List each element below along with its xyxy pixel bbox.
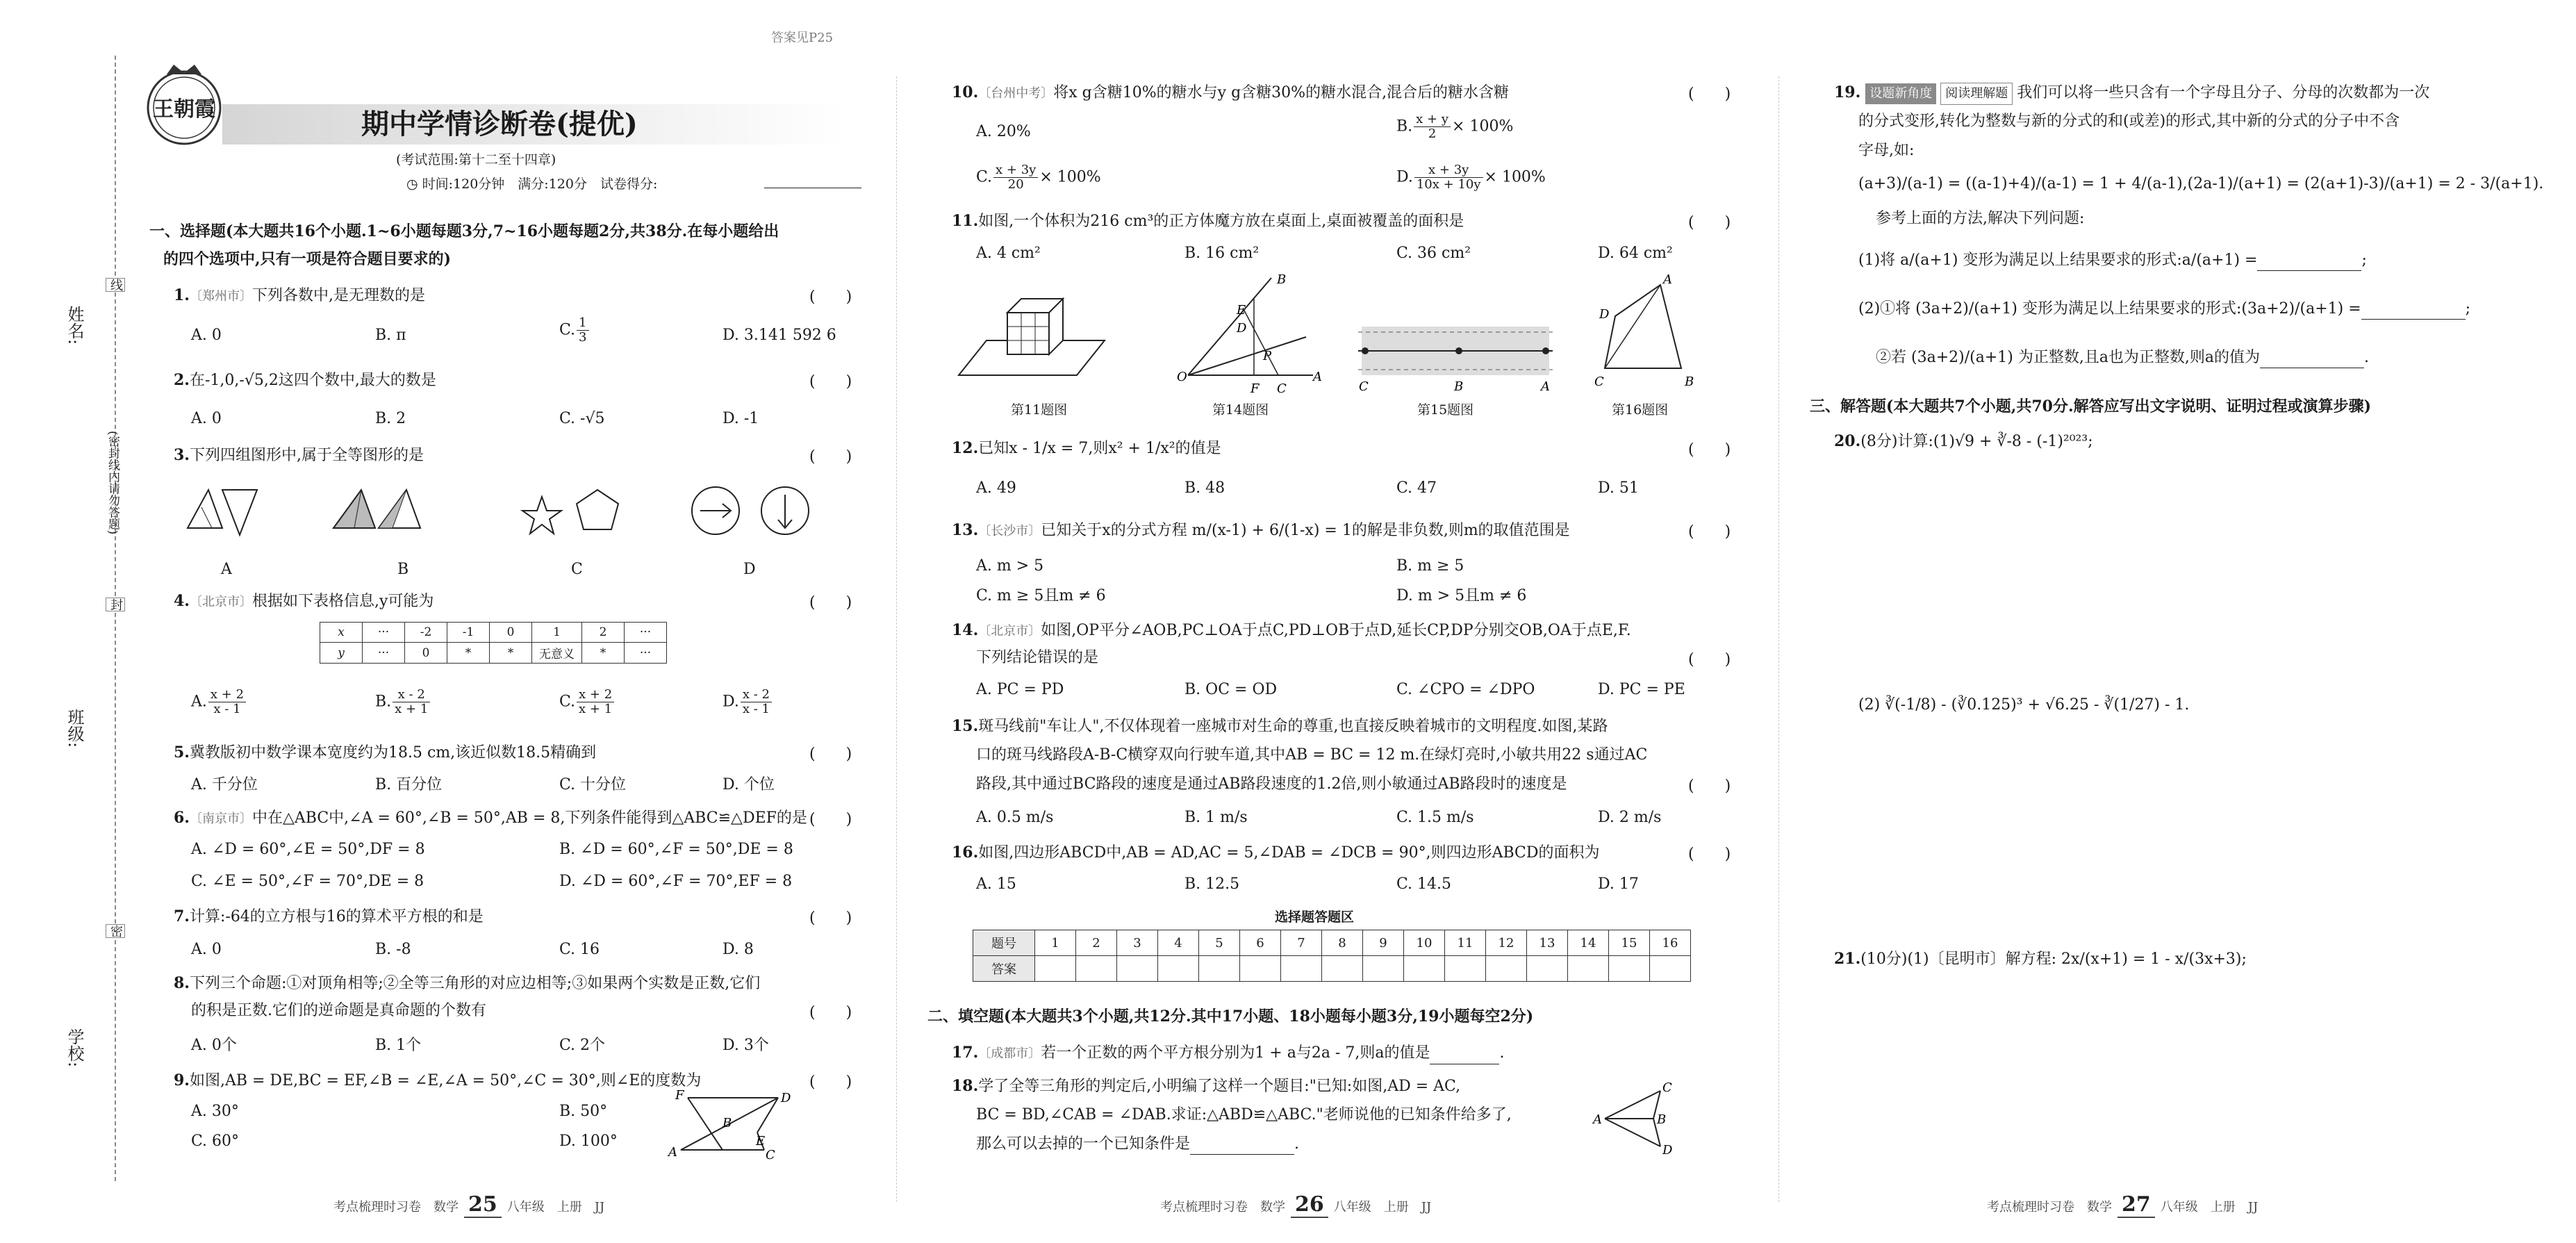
q17-blank[interactable] bbox=[1430, 1050, 1499, 1064]
q3-figure-a bbox=[188, 490, 257, 535]
answer-grid-number: 9 bbox=[1363, 930, 1404, 956]
svg-text:D: D bbox=[1599, 307, 1610, 322]
answer-grid-answers bbox=[973, 956, 1691, 982]
q10-option-a[interactable]: A. 20% bbox=[976, 123, 1031, 140]
answer-grid-number: 1 bbox=[1035, 930, 1076, 956]
q19-stem-2: 的分式变形,转化为整数与新的分式的和(或差)的形式,其中新的分式的分子中不含 bbox=[1858, 113, 2400, 130]
svg-text:E: E bbox=[1237, 303, 1246, 318]
q19-tag-new: 设题新角度 bbox=[1865, 83, 1936, 104]
q4-cell-y: y bbox=[320, 643, 363, 664]
answer-grid-number: 5 bbox=[1199, 930, 1240, 956]
seal-mark-3: 密 bbox=[106, 924, 125, 938]
q19-tag-reading: 阅读理解题 bbox=[1940, 83, 2013, 105]
q10-answer-paren[interactable]: ( ) bbox=[1688, 85, 1731, 103]
q1-option-a[interactable]: A. 0 bbox=[191, 327, 222, 344]
q1-option-b[interactable]: B. π bbox=[375, 327, 406, 344]
q4-cell-x: -2 bbox=[405, 623, 447, 643]
q19-instruction: 参考上面的方法,解决下列问题: bbox=[1876, 210, 2085, 227]
answer-grid-cell[interactable] bbox=[1240, 956, 1281, 982]
q2-option-d[interactable]: D. -1 bbox=[723, 410, 759, 427]
answer-grid-number: 4 bbox=[1158, 930, 1199, 956]
q12-option-c[interactable]: C. 47 bbox=[1396, 479, 1437, 497]
q11-option-b[interactable]: B. 16 cm² bbox=[1184, 245, 1260, 262]
q3-label-c[interactable]: C bbox=[571, 561, 583, 578]
q6-option-d[interactable]: D. ∠D = 60°,∠F = 70°,EF = 8 bbox=[559, 873, 793, 890]
q9-stem: 9.如图,AB = DE,BC = EF,∠B = ∠E,∠A = 50°,∠C = 30°,则∠E的度数为 bbox=[174, 1071, 702, 1089]
answer-grid-number: 16 bbox=[1650, 930, 1691, 956]
q11-answer-paren[interactable]: ( ) bbox=[1688, 214, 1731, 231]
q12-option-d[interactable]: D. 51 bbox=[1598, 479, 1639, 497]
q6-option-b[interactable]: B. ∠D = 60°,∠F = 50°,DE = 8 bbox=[559, 841, 793, 858]
q3-answer-paren[interactable]: ( ) bbox=[809, 448, 852, 466]
exam-scope: (考试范围:第十二至十四章) bbox=[396, 152, 556, 167]
q4-cell-y: ··· bbox=[625, 643, 667, 664]
q13-option-c[interactable]: C. m ≥ 5且m ≠ 6 bbox=[976, 587, 1106, 604]
q9-option-b[interactable]: B. 50° bbox=[559, 1103, 608, 1120]
q11-option-c[interactable]: C. 36 cm² bbox=[1396, 245, 1471, 262]
fig14-caption: 第14题图 bbox=[1212, 402, 1269, 418]
section2-heading: 二、填空题(本大题共3个小题,共12分.其中17小题、18小题每小题3分,19小题每空2分) bbox=[927, 1007, 1534, 1026]
q13-stem: 13.〔长沙市〕已知关于x的分式方程 m/(x-1) + 6/(1-x) = 1的解是非负数,则m的取值范围是 bbox=[952, 521, 1570, 539]
q10-option-c[interactable]: C. $\frac{x + 3y}{20}$ × 100% bbox=[976, 163, 1101, 192]
q4-cell-x: ··· bbox=[363, 623, 405, 643]
page-number-25: 25 bbox=[464, 1192, 502, 1218]
q5-stem: 5.冀教版初中数学课本宽度约为18.5 cm,该近似数18.5精确到 bbox=[174, 743, 597, 762]
logo-text: 王朝霞 bbox=[153, 97, 215, 122]
q10-option-d[interactable]: D. $\frac{x + 3y}{10x + 10y}$ × 100% bbox=[1396, 163, 1546, 192]
answer-grid-number: 10 bbox=[1404, 930, 1445, 956]
q3-figure-b bbox=[333, 490, 420, 528]
q6-stem: 6.〔南京市〕中在△ABC中,∠A = 60°,∠B = 50°,AB = 8,下列条件能得到△ABC≌△DEF的是 bbox=[174, 809, 807, 827]
answer-grid-cell[interactable] bbox=[1609, 956, 1650, 982]
answer-grid-number: 2 bbox=[1076, 930, 1117, 956]
q14-option-a[interactable]: A. PC = PD bbox=[976, 681, 1064, 698]
footer-middle: 考点梳理时习卷 数学 26 八年级 上册 JJ bbox=[1160, 1192, 1432, 1217]
q3-label-a[interactable]: A bbox=[221, 561, 232, 578]
q16-option-b[interactable]: B. 12.5 bbox=[1184, 875, 1240, 893]
q9-option-d[interactable]: D. 100° bbox=[559, 1133, 618, 1150]
q5-option-b[interactable]: B. 百分位 bbox=[375, 776, 443, 793]
svg-text:D: D bbox=[1662, 1143, 1673, 1158]
q7-option-b[interactable]: B. -8 bbox=[375, 941, 411, 958]
q8-stem-2: 的积是正数.它们的逆命题是真命题的个数有 bbox=[191, 1002, 486, 1019]
q4-option-b[interactable]: B. $\frac{x - 2}{x + 1}$ bbox=[375, 688, 431, 716]
answer-grid-number: 8 bbox=[1322, 930, 1363, 956]
q12-option-a[interactable]: A. 49 bbox=[976, 479, 1016, 497]
q4-cell-x: x bbox=[320, 623, 363, 643]
svg-text:F: F bbox=[675, 1088, 684, 1103]
answer-grid-number: 14 bbox=[1568, 930, 1609, 956]
q5-option-c[interactable]: C. 十分位 bbox=[559, 776, 627, 793]
q13-answer-paren[interactable]: ( ) bbox=[1688, 523, 1731, 541]
q16-answer-paren[interactable]: ( ) bbox=[1688, 846, 1731, 863]
q10-stem: 10.〔台州中考〕将x g含糖10%的糖水与y g含糖30%的糖水混合,混合后的糖水含糖 bbox=[952, 83, 1510, 101]
q18-stem-2: BC = BD,∠CAB = ∠DAB.求证:△ABD≌△ABC."老师说他的已知条件给多了, bbox=[976, 1106, 1512, 1123]
q20-answer-space-2[interactable] bbox=[1834, 736, 2529, 931]
q13-option-b[interactable]: B. m ≥ 5 bbox=[1396, 557, 1464, 575]
svg-text:A: A bbox=[1313, 370, 1322, 384]
answer-grid-cell[interactable] bbox=[1650, 956, 1691, 982]
fig14-angle bbox=[1177, 272, 1322, 396]
q4-row-x bbox=[320, 623, 667, 643]
page-number-26: 26 bbox=[1291, 1192, 1328, 1218]
footer-left: 考点梳理时习卷 数学 25 八年级 上册 JJ bbox=[333, 1192, 605, 1217]
q14-option-b[interactable]: B. OC = OD bbox=[1184, 681, 1278, 698]
q19-blank-2[interactable] bbox=[2361, 305, 2466, 320]
q12-option-b[interactable]: B. 48 bbox=[1184, 479, 1225, 497]
q2-answer-paren[interactable]: ( ) bbox=[809, 373, 852, 390]
answer-grid-number: 13 bbox=[1527, 930, 1568, 956]
answer-grid-number: 6 bbox=[1240, 930, 1281, 956]
q4-answer-paren[interactable]: ( ) bbox=[809, 594, 852, 611]
svg-text:B: B bbox=[1657, 1112, 1667, 1127]
q14-option-c[interactable]: C. ∠CPO = ∠DPO bbox=[1396, 681, 1535, 698]
section1-heading2: 的四个选项中,只有一项是符合题目要求的) bbox=[163, 250, 452, 268]
q17-stem: 17.〔成都市〕若一个正数的两个平方根分别为1 + a与2a - 7,则a的值是 . bbox=[952, 1042, 1504, 1064]
q15-stem-3: 路段,其中通过BC路段的速度是通过AB路段速度的1.2倍,则小敏通过AB路段时的速度是 bbox=[976, 775, 1567, 793]
q12-stem: 12.已知x - 1/x = 7,则x² + 1/x²的值是 bbox=[952, 439, 1221, 457]
svg-text:E: E bbox=[756, 1134, 766, 1149]
fig11-cube bbox=[959, 299, 1105, 375]
q10-option-b[interactable]: B. $\frac{x + y}{2}$ × 100% bbox=[1396, 112, 1514, 141]
svg-text:C: C bbox=[1594, 374, 1604, 389]
q3-label-d[interactable]: D bbox=[743, 561, 756, 578]
answer-grid-cell[interactable] bbox=[1117, 956, 1158, 982]
q8-option-d[interactable]: D. 3个 bbox=[723, 1037, 769, 1054]
answer-grid-cell[interactable] bbox=[1076, 956, 1117, 982]
q2-option-b[interactable]: B. 2 bbox=[375, 410, 406, 427]
svg-text:P: P bbox=[1263, 349, 1272, 363]
q4-option-c[interactable]: C. $\frac{x + 2}{x + 1}$ bbox=[559, 688, 616, 716]
answer-grid bbox=[973, 930, 1691, 982]
q8-option-c[interactable]: C. 2个 bbox=[559, 1037, 606, 1054]
q8-option-b[interactable]: B. 1个 bbox=[375, 1037, 422, 1054]
svg-text:O: O bbox=[1177, 370, 1187, 384]
q20-stem: 20.(8分)计算:(1)√9 + ∛-8 - (-1)²⁰²³; bbox=[1834, 432, 2093, 450]
q4-cell-x: -1 bbox=[447, 623, 490, 643]
q4-option-a[interactable]: A. $\frac{x + 2}{x - 1}$ bbox=[191, 688, 247, 716]
q16-stem: 16.如图,四边形ABCD中,AB = AD,AC = 5,∠DAB = ∠DCB = 90°,则四边形ABCD的面积为 bbox=[952, 843, 1600, 862]
q5-option-d[interactable]: D. 个位 bbox=[723, 776, 775, 793]
svg-text:B: B bbox=[1685, 374, 1694, 389]
q15-stem-2: 口的斑马线路段A-B-C横穿双向行驶车道,其中AB = BC = 12 m.在绿灯亮时,小敏共用22 s通过AC bbox=[976, 746, 1648, 764]
q7-option-d[interactable]: D. 8 bbox=[723, 941, 754, 958]
q14-option-d[interactable]: D. PC = PE bbox=[1598, 681, 1685, 698]
svg-text:C: C bbox=[1662, 1080, 1672, 1095]
q4-cell-x: ··· bbox=[625, 623, 667, 643]
answer-grid-head-num: 题号 bbox=[973, 930, 1035, 956]
svg-text:A: A bbox=[1541, 379, 1550, 394]
q18-blank[interactable] bbox=[1190, 1140, 1294, 1155]
q4-row-y bbox=[320, 643, 667, 664]
page-middle bbox=[896, 0, 1778, 1243]
q4-cell-y: 0 bbox=[405, 643, 447, 664]
q11-stem: 11.如图,一个体积为216 cm³的正方体魔方放在桌面上,桌面被覆盖的面积是 bbox=[952, 212, 1464, 230]
brand-logo bbox=[139, 59, 229, 149]
answer-grid-head-ans: 答案 bbox=[973, 956, 1035, 982]
q6-option-c[interactable]: C. ∠E = 50°,∠F = 70°,DE = 8 bbox=[191, 873, 424, 890]
seal-mark-2: 封 bbox=[106, 598, 125, 611]
q13-option-a[interactable]: A. m > 5 bbox=[976, 557, 1044, 575]
q2-stem: 2.在-1,0,-√5,2这四个数中,最大的数是 bbox=[174, 371, 436, 389]
q16-option-c[interactable]: C. 14.5 bbox=[1396, 875, 1452, 893]
q4-cell-y: 无意义 bbox=[532, 643, 582, 664]
answer-grid-number: 3 bbox=[1117, 930, 1158, 956]
page-left bbox=[0, 0, 896, 1243]
q14-answer-paren[interactable]: ( ) bbox=[1688, 651, 1731, 668]
q5-option-a[interactable]: A. 千分位 bbox=[191, 776, 258, 793]
q20-answer-space-1[interactable] bbox=[1834, 472, 2529, 681]
q1-stem: 1.〔郑州市〕下列各数中,是无理数的是 bbox=[174, 286, 425, 304]
section1-heading: 一、选择题(本大题共16个小题.1~6小题每题3分,7~16小题每题2分,共38分.在每小题给出 bbox=[149, 222, 779, 240]
q15-option-b[interactable]: B. 1 m/s bbox=[1184, 809, 1248, 826]
q9-option-a[interactable]: A. 30° bbox=[191, 1103, 239, 1120]
answer-grid-cell[interactable] bbox=[1568, 956, 1609, 982]
q12-answer-paren[interactable]: ( ) bbox=[1688, 441, 1731, 459]
q7-stem: 7.计算:-64的立方根与16的算术平方根的和是 bbox=[174, 907, 484, 925]
q8-answer-paren[interactable]: ( ) bbox=[809, 1004, 852, 1021]
svg-text:C: C bbox=[766, 1148, 775, 1160]
binding-line bbox=[115, 56, 116, 1181]
answer-grid-number: 15 bbox=[1609, 930, 1650, 956]
q7-option-a[interactable]: A. 0 bbox=[191, 941, 222, 958]
q3-figure-d bbox=[692, 487, 809, 534]
q1-answer-paren[interactable]: ( ) bbox=[809, 288, 852, 306]
fig11-caption: 第11题图 bbox=[1011, 402, 1068, 418]
q2-option-c[interactable]: C. -√5 bbox=[559, 410, 605, 427]
q19-stem-3: 字母,如: bbox=[1858, 142, 1915, 159]
answer-ref: 答案见P25 bbox=[771, 31, 834, 45]
q19-part1: (1)将 a/(a+1) 变形为满足以上结果要求的形式:a/(a+1) = ; bbox=[1858, 250, 2367, 271]
answer-grid-cell[interactable] bbox=[1322, 956, 1363, 982]
page-title: 期中学情诊断卷(提优) bbox=[361, 108, 638, 140]
answer-grid-cell[interactable] bbox=[1404, 956, 1445, 982]
q3-figure-c bbox=[522, 490, 618, 534]
q21-stem: 21.(10分)(1)〔昆明市〕解方程: 2x/(x+1) = 1 - x/(3x+3); bbox=[1834, 950, 2247, 968]
class-label: 班级: bbox=[65, 709, 84, 748]
q18-stem-3: 那么可以去掉的一个已知条件是 . bbox=[976, 1134, 1299, 1155]
svg-text:B: B bbox=[1454, 379, 1464, 394]
q19-blank-1[interactable] bbox=[2257, 256, 2361, 271]
svg-text:F: F bbox=[1250, 381, 1260, 396]
footer-right: 考点梳理时习卷 数学 27 八年级 上册 JJ bbox=[1987, 1192, 2259, 1217]
q15-option-a[interactable]: A. 0.5 m/s bbox=[976, 809, 1054, 826]
q3-stem: 3.下列四组图形中,属于全等图形的是 bbox=[174, 446, 424, 464]
answer-grid-cell[interactable] bbox=[1158, 956, 1199, 982]
q18-stem: 18.学了全等三角形的判定后,小明编了这样一个题目:"已知:如图,AD = AC, bbox=[952, 1077, 1461, 1095]
q6-answer-paren[interactable]: ( ) bbox=[809, 811, 852, 828]
fig15-crosswalk bbox=[1358, 327, 1553, 394]
q15-answer-paren[interactable]: ( ) bbox=[1688, 777, 1731, 795]
q4-cell-y: ··· bbox=[363, 643, 405, 664]
q16-option-d[interactable]: D. 17 bbox=[1598, 875, 1639, 893]
svg-text:B: B bbox=[723, 1116, 732, 1130]
q4-stem: 4.〔北京市〕根据如下表格信息,y可能为 bbox=[174, 592, 434, 610]
answer-grid-cell[interactable] bbox=[1486, 956, 1527, 982]
fig16-quadrilateral bbox=[1594, 272, 1694, 389]
svg-text:A: A bbox=[668, 1145, 677, 1160]
q1-option-c[interactable]: C. $\frac{1}{3}$ bbox=[559, 316, 591, 345]
q19-example-eq: (a+3)/(a-1) = ((a-1)+4)/(a-1) = 1 + 4/(a-1),(2a-1)/(a+1) = (2(a+1)-3)/(a+1) = 2 - 3/(a+1). bbox=[1858, 175, 2544, 192]
q8-option-a[interactable]: A. 0个 bbox=[191, 1037, 237, 1054]
svg-text:D: D bbox=[781, 1091, 791, 1105]
svg-text:C: C bbox=[1277, 381, 1287, 396]
q19-part2: (2)①将 (3a+2)/(a+1) 变形为满足以上结果要求的形式:(3a+2)/(a+1) = ; bbox=[1858, 299, 2470, 320]
school-label: 学校: bbox=[65, 1028, 84, 1068]
q4-cell-y: * bbox=[582, 643, 625, 664]
page-right bbox=[1778, 0, 2576, 1243]
q15-option-d[interactable]: D. 2 m/s bbox=[1598, 809, 1662, 826]
q4-value-table bbox=[320, 622, 667, 664]
q9-answer-paren[interactable]: ( ) bbox=[809, 1073, 852, 1091]
q9-option-c[interactable]: C. 60° bbox=[191, 1133, 240, 1150]
q7-option-c[interactable]: C. 16 bbox=[559, 941, 600, 958]
q19-stem: 19. 设题新角度 阅读理解题 我们可以将一些只含有一个字母且分子、分母的次数都为一次 bbox=[1834, 82, 2429, 105]
seal-mark-1: 线 bbox=[106, 278, 125, 292]
q5-answer-paren[interactable]: ( ) bbox=[809, 746, 852, 763]
q7-answer-paren[interactable]: ( ) bbox=[809, 909, 852, 927]
answer-grid-numbers bbox=[973, 930, 1691, 956]
fig15-caption: 第15题图 bbox=[1417, 402, 1474, 418]
q13-option-d[interactable]: D. m > 5且m ≠ 6 bbox=[1396, 587, 1527, 604]
q3-figures bbox=[181, 479, 834, 549]
answer-grid-cell[interactable] bbox=[1281, 956, 1322, 982]
answer-grid-cell[interactable] bbox=[1445, 956, 1486, 982]
answer-grid-cell[interactable] bbox=[1035, 956, 1076, 982]
q14-stem: 14.〔北京市〕如图,OP平分∠AOB,PC⊥OA于点C,PD⊥OB于点D,延长CP,DP分别交OB,OA于点E,F. bbox=[952, 621, 1631, 639]
svg-text:D: D bbox=[1237, 321, 1247, 336]
section3-heading: 三、解答题(本大题共7个小题,共70分.解答应写出文字说明、证明过程或演算步骤) bbox=[1810, 397, 2372, 415]
q19-blank-3[interactable] bbox=[2260, 354, 2364, 368]
fig16-caption: 第16题图 bbox=[1612, 402, 1669, 418]
answer-grid-number: 12 bbox=[1486, 930, 1527, 956]
answer-grid-number: 7 bbox=[1281, 930, 1322, 956]
answer-grid-cell[interactable] bbox=[1363, 956, 1404, 982]
svg-text:A: A bbox=[1593, 1112, 1602, 1127]
name-label: 姓名: bbox=[65, 306, 84, 345]
q15-stem: 15.斑马线前"车让人",不仅体现着一座城市对生命的尊重,也直接反映着城市的文明程度.如图,某路 bbox=[952, 717, 1608, 735]
q19-part3: ②若 (3a+2)/(a+1) 为正整数,且a也为正整数,则a的值为 . bbox=[1876, 347, 2369, 368]
q20-part2: (2) ∛(-1/8) - (∛0.125)³ + √6.25 - ∛(1/27) - 1. bbox=[1858, 696, 2190, 714]
figures-row bbox=[945, 271, 1730, 396]
page-number-27: 27 bbox=[2117, 1192, 2155, 1218]
q6-option-a[interactable]: A. ∠D = 60°,∠E = 50°,DF = 8 bbox=[191, 841, 425, 858]
seal-notice: (密封线内请勿答题) bbox=[106, 431, 119, 535]
q2-option-a[interactable]: A. 0 bbox=[191, 410, 222, 427]
q4-option-d[interactable]: D. $\frac{x - 2}{x - 1}$ bbox=[723, 688, 773, 716]
q3-label-b[interactable]: B bbox=[397, 561, 409, 578]
answer-grid-cell[interactable] bbox=[1199, 956, 1240, 982]
q14-stem-2: 下列结论错误的是 bbox=[976, 649, 1099, 666]
svg-text:C: C bbox=[1359, 379, 1369, 394]
answer-grid-number: 11 bbox=[1445, 930, 1486, 956]
q16-option-a[interactable]: A. 15 bbox=[976, 875, 1016, 893]
q4-cell-y: * bbox=[490, 643, 532, 664]
q8-stem: 8.下列三个命题:①对顶角相等;②全等三角形的对应边相等;③如果两个实数是正数,它们 bbox=[174, 974, 761, 992]
svg-text:B: B bbox=[1277, 272, 1287, 287]
q4-cell-x: 1 bbox=[532, 623, 582, 643]
answer-grid-cell[interactable] bbox=[1527, 956, 1568, 982]
q9-figure bbox=[660, 1084, 813, 1160]
q11-option-d[interactable]: D. 64 cm² bbox=[1598, 245, 1673, 262]
q18-figure bbox=[1587, 1073, 1678, 1164]
q4-cell-x: 2 bbox=[582, 623, 625, 643]
exam-meta: ◷ 时间:120分钟 满分:120分 试卷得分: bbox=[406, 176, 658, 192]
svg-text:A: A bbox=[1663, 272, 1672, 287]
q21-answer-space[interactable] bbox=[1834, 987, 2529, 1174]
q11-option-a[interactable]: A. 4 cm² bbox=[976, 245, 1041, 262]
q1-option-d[interactable]: D. 3.141 592 6 bbox=[723, 327, 836, 344]
q4-cell-y: * bbox=[447, 643, 490, 664]
q4-cell-x: 0 bbox=[490, 623, 532, 643]
answer-table-title: 选择题答题区 bbox=[1275, 909, 1355, 925]
q15-option-c[interactable]: C. 1.5 m/s bbox=[1396, 809, 1474, 826]
